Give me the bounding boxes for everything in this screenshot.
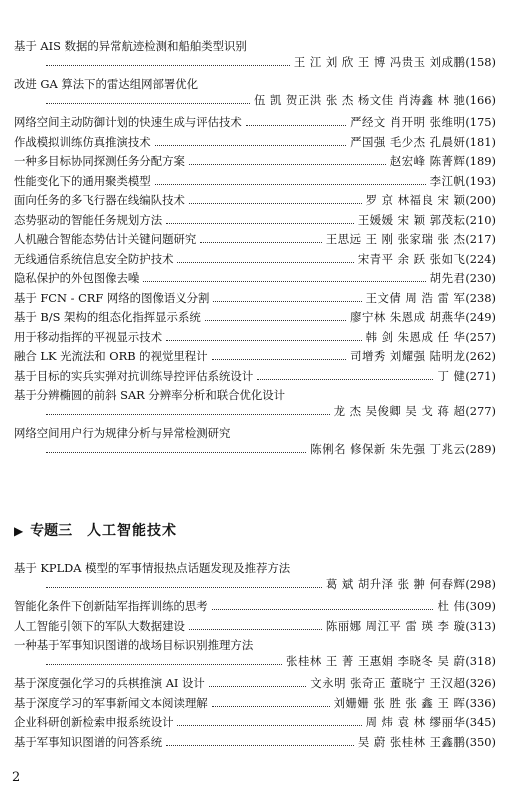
toc-entry[interactable]: [14, 637, 496, 671]
toc-entry[interactable]: [14, 212, 496, 230]
entry-title: 作战模拟训练仿真推演技术: [14, 134, 151, 149]
dot-leader: [212, 706, 330, 707]
dot-leader: [212, 359, 347, 360]
entry-title: 一种基于军事知识图谱的战场目标识别推理方法: [14, 638, 254, 652]
entry-authors: 宋青平 余 跃 张如飞: [357, 251, 466, 266]
entry-page: (309): [465, 599, 496, 613]
dot-leader: [46, 664, 282, 665]
section-name: 人工智能技术: [86, 523, 177, 539]
entry-page: (289): [465, 442, 496, 456]
toc-entry[interactable]: [14, 231, 496, 249]
entry-title: 无线通信系统信息安全防护技术: [14, 251, 174, 266]
entry-title: 隐私保护的外包图像去噪: [14, 271, 140, 285]
entry-page: (230): [465, 271, 496, 285]
entry-page: (181): [465, 134, 496, 149]
entry-title: 基于 KPLDA 模型的军事情报热点话题发现及推荐方法: [14, 561, 291, 575]
entry-authors: 文永明 张奇正 董晓宁 王汉超: [310, 676, 466, 690]
entry-page: (189): [465, 154, 496, 168]
entry-authors: 龙 杰 吴俊卿 吴 戈 蒋 超: [333, 404, 466, 418]
entry-page: (200): [465, 193, 496, 207]
entry-page: (224): [465, 251, 496, 266]
entry-title: 性能变化下的通用聚类模型: [14, 173, 151, 188]
toc-entry[interactable]: [14, 114, 496, 132]
entry-authors: 胡先君: [429, 271, 466, 285]
toc-entry[interactable]: [14, 173, 496, 191]
entry-page: (238): [465, 290, 496, 305]
entry-title: 基于军事知识图谱的问答系统: [14, 734, 163, 749]
entry-title: 网络空间主动防御计划的快速生成与评估技术: [14, 115, 242, 129]
toc-entry[interactable]: [14, 134, 496, 152]
toc-entry[interactable]: [14, 251, 496, 269]
entry-page: (277): [465, 404, 496, 418]
entry-authors: 严国强 毛少杰 孔晨妍: [350, 134, 466, 149]
dot-leader: [209, 686, 306, 687]
entry-authors: 廖宁林 朱恩成 胡燕华: [350, 310, 466, 324]
dot-leader: [143, 281, 425, 282]
entry-authors: 王 江 刘 欣 王 博 冯贵玉 刘成鹏: [293, 55, 466, 69]
entry-title: 智能化条件下创新陆军指挥训练的思考: [14, 599, 208, 613]
dot-leader: [166, 745, 354, 746]
toc-entry[interactable]: [14, 425, 496, 459]
entry-authors: 王思远 王 刚 张家瑞 张 杰: [325, 232, 466, 246]
entry-title: 基于深度学习的军事新闻文本阅读理解: [14, 695, 208, 710]
entry-authors: 王媛媛 宋 颖 郭茂耘: [357, 212, 466, 227]
entry-authors: 司增秀 刘耀强 陆明龙: [350, 349, 466, 363]
dot-leader: [166, 223, 354, 224]
dot-leader: [155, 145, 346, 146]
entry-title: 改进 GA 算法下的雷达组网部署优化: [14, 77, 199, 91]
entry-page: (257): [465, 329, 496, 344]
dot-leader: [189, 164, 386, 165]
dot-leader: [46, 452, 306, 453]
dot-leader: [46, 414, 330, 415]
entry-authors: 韩 剑 朱恩成 任 华: [365, 329, 466, 344]
toc-entry[interactable]: [14, 309, 496, 327]
dot-leader: [46, 65, 290, 66]
entry-title: 人工智能引领下的军队大数据建设: [14, 618, 185, 633]
dot-leader: [166, 340, 362, 341]
dot-leader: [177, 262, 353, 263]
entry-page: (158): [465, 55, 496, 69]
entry-authors: 丁 健: [437, 368, 466, 383]
dot-leader: [257, 379, 433, 380]
toc-entry[interactable]: [14, 38, 496, 72]
dot-leader: [200, 242, 322, 243]
entry-title: 一种多目标协同探测任务分配方案: [14, 154, 185, 168]
entry-authors: 罗 京 林福良 宋 颖: [365, 193, 466, 207]
section-label: 专题三: [30, 523, 73, 539]
toc-entry[interactable]: [14, 695, 496, 713]
toc-entry[interactable]: [14, 76, 496, 110]
entry-authors: 严经文 肖开明 张维明: [350, 115, 466, 129]
toc-entry[interactable]: [14, 387, 496, 421]
page-folio: 2: [12, 770, 21, 785]
entry-authors: 王文倩 周 浩 雷 军: [365, 290, 466, 305]
entry-authors: 赵宏峰 陈菁辉: [389, 154, 466, 168]
toc-entry[interactable]: [14, 192, 496, 210]
toc-entry[interactable]: [14, 734, 496, 752]
entry-authors: 葛 斌 胡升泽 张 翀 何春辉: [325, 577, 466, 591]
entry-title: 基于深度强化学习的兵棋推演 AI 设计: [14, 676, 205, 690]
entry-authors: 周 炜 袁 林 缪丽华: [365, 715, 466, 729]
entry-page: (217): [465, 232, 496, 246]
toc-entry[interactable]: [14, 270, 496, 288]
entry-page: (326): [465, 676, 496, 690]
entry-page: (271): [465, 368, 496, 383]
entry-title: 用于移动指挥的平视显示技术: [14, 329, 163, 344]
toc-entry[interactable]: [14, 618, 496, 636]
toc-entry[interactable]: [14, 714, 496, 732]
toc-entry[interactable]: [14, 368, 496, 386]
entry-authors: 陈丽娜 周江平 雷 瑛 李 璇: [325, 618, 466, 633]
entry-authors: 伍 凯 贺正洪 张 杰 杨文佳 肖涛鑫 林 驰: [254, 93, 466, 107]
entry-authors: 陈俐名 修保新 朱先强 丁兆云: [310, 442, 466, 456]
entry-authors: 吴 蔚 张桂林 王鑫鹏: [357, 734, 466, 749]
toc-entry[interactable]: [14, 329, 496, 347]
dot-leader: [205, 320, 346, 321]
dot-leader: [189, 203, 362, 204]
dot-leader: [46, 103, 250, 104]
entry-page: (298): [465, 577, 496, 591]
section-arrow-icon: ▶: [14, 524, 24, 538]
section-heading: [14, 520, 177, 540]
entry-page: (350): [465, 734, 496, 749]
dot-leader: [213, 301, 361, 302]
entry-title: 态势驱动的智能任务规划方法: [14, 212, 163, 227]
entry-page: (249): [465, 310, 496, 324]
entry-page: (318): [465, 654, 496, 668]
dot-leader: [246, 125, 346, 126]
entry-title: 融合 LK 光流法和 ORB 的视觉里程计: [14, 349, 208, 363]
entry-title: 基于 FCN - CRF 网络的图像语义分割: [14, 290, 210, 305]
dot-leader: [177, 725, 361, 726]
toc-entry[interactable]: [14, 560, 496, 594]
entry-title: 网络空间用户行为规律分析与异常检测研究: [14, 426, 231, 440]
entry-title: 基于 AIS 数据的异常航迹检测和船舶类型识别: [14, 39, 247, 53]
entry-authors: 杜 伟: [437, 599, 466, 613]
entry-authors: 张桂林 王 菁 王惠娟 李晓冬 吴 蔚: [286, 654, 466, 668]
toc-entry[interactable]: [14, 598, 496, 616]
entry-page: (175): [465, 115, 496, 129]
entry-page: (210): [465, 212, 496, 227]
entry-page: (313): [465, 618, 496, 633]
entry-title: 基于分辨椭圆的前斜 SAR 分辨率分析和联合优化设计: [14, 388, 286, 402]
entry-page: (166): [465, 93, 496, 107]
entry-title: 企业科研创新检索申报系统设计: [14, 715, 174, 729]
entry-title: 基于目标的实兵实弹对抗训练导控评估系统设计: [14, 368, 254, 383]
toc-entry[interactable]: [14, 290, 496, 308]
toc-entry[interactable]: [14, 348, 496, 366]
dot-leader: [212, 609, 434, 610]
toc-entry[interactable]: [14, 153, 496, 171]
dot-leader: [46, 587, 322, 588]
entry-authors: 李江帆: [429, 173, 466, 188]
dot-leader: [189, 629, 322, 630]
entry-page: (262): [465, 349, 496, 363]
entry-authors: 刘姗姗 张 胜 张 鑫 王 晖: [333, 695, 466, 710]
toc-entry[interactable]: [14, 675, 496, 693]
entry-page: (193): [465, 173, 496, 188]
entry-title: 基于 B/S 架构的组态化指挥显示系统: [14, 310, 201, 324]
entry-title: 面向任务的多飞行器在线编队技术: [14, 193, 185, 207]
dot-leader: [155, 184, 426, 185]
entry-page: (345): [465, 715, 496, 729]
entry-page: (336): [465, 695, 496, 710]
entry-title: 人机融合智能态势估计关键问题研究: [14, 232, 197, 246]
